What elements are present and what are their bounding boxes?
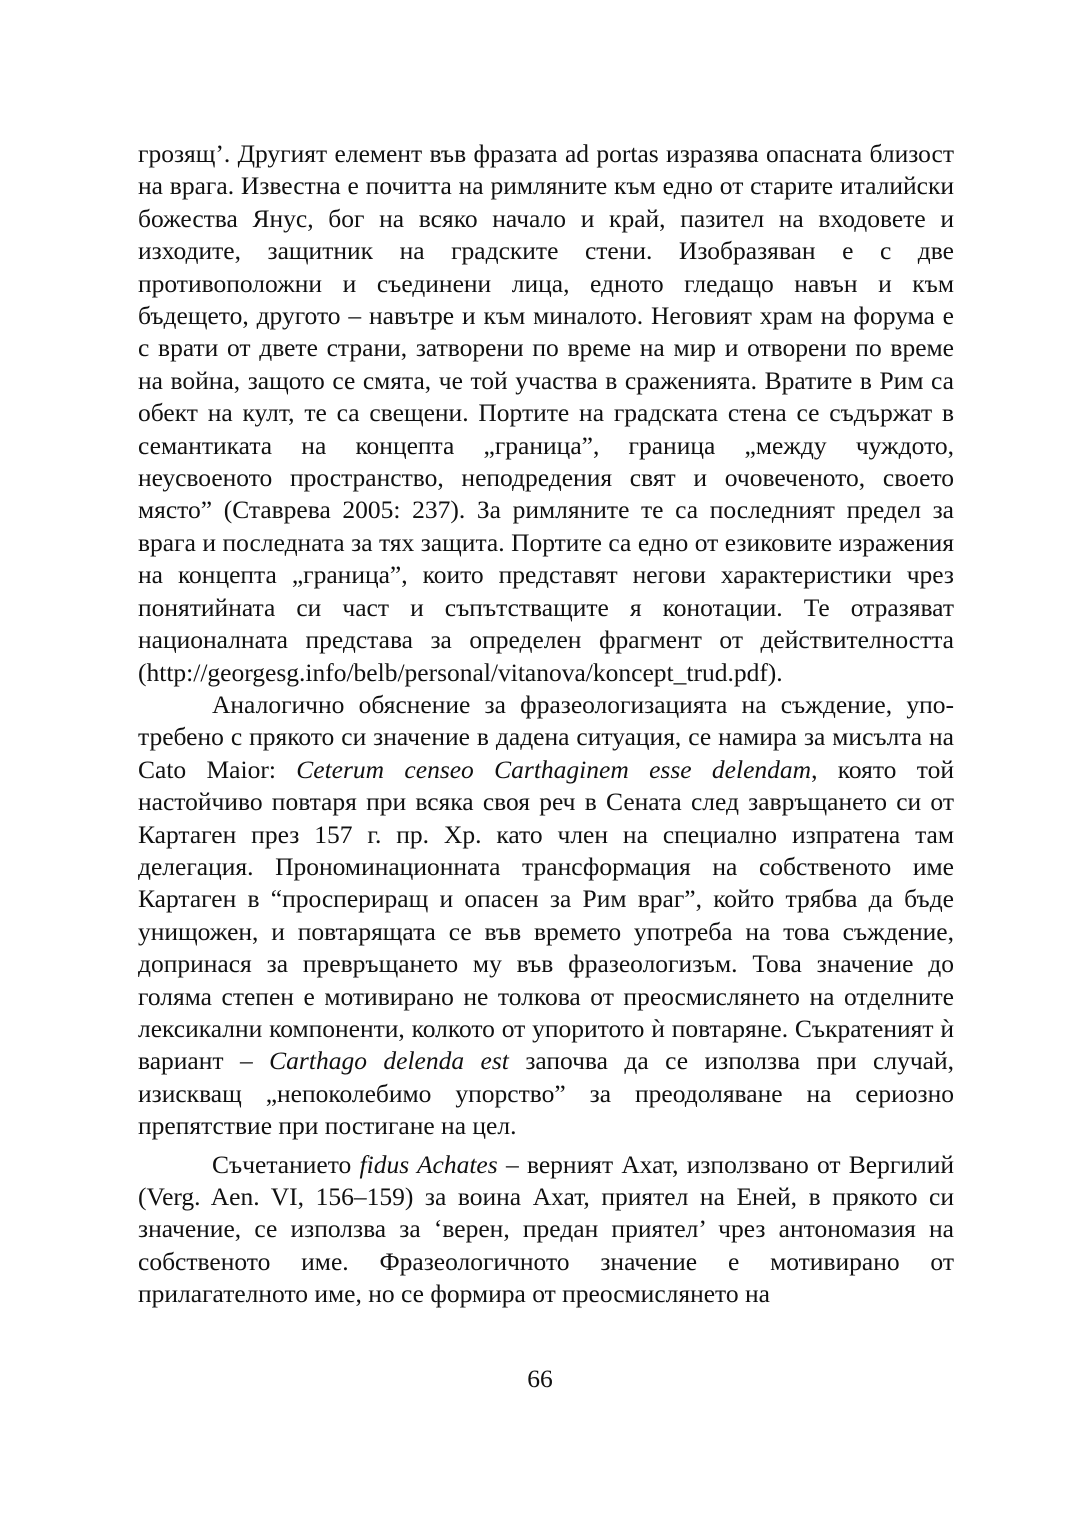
page-number: 66 [527,1364,553,1393]
paragraph-cato [138,689,954,1143]
latin-quote-carthago-delenda: Carthago delenda est [269,1046,509,1076]
paragraph-continuation [138,138,954,689]
paragraph-2-intro: Аналогично обяснение за фразеологизацията на съждение, употребено с прякото си значение в дадена ситуация, се намира за мисълта на Cato Maior: [138,689,954,784]
latin-quote-carthaginem: Ceterum censeo Carthaginem esse delendam [296,754,812,784]
page-footer [0,1364,1080,1404]
paragraph-3-intro: Съчетанието [212,1149,360,1179]
paragraph-2-ending: започва да се използва при случай, изискващ „непоколебимо упорство” за преодоляване на сериозно препятствие при постигане на цел. [138,1046,954,1141]
latin-phrase-fidus-achates: fidus Achates [359,1149,498,1179]
paragraph-2-body: , която той настойчиво повтаря при всяка своя реч в Сената след завръщането си от Картаген през 157 г. пр. Хр. като член на специално изпратена там делегация. Прономинационната трансформация на собственото име Картаген в “проспериращ и опасен за Рим враг”, който трябва да бъде унищожен, и повтарящата се във времето употреба на това съждение, допринася за превръщането му във фразеологизъм. Това значение до голяма степен е мотивирано не толкова от преосмислянето на отделните лексикални компоненти, колкото от упоритото ѝ повтаряне. Съкратеният ѝ вариант – [138,754,954,1076]
paragraph-3-body: – верният Ахат, използвано от Вергилий (Verg. Aen. VI, 156–159) за воина Ахат, приятел на Еней, в прякото си значение, се използва за ‘верен, предан приятел’ чрез антономазия на собственото име. Фразеологичното значение е мотивирано от прилагателното име, но се формира от преосмислянето на [138,1149,954,1309]
paragraph-fidus-achates [138,1149,954,1311]
paragraph-1-text: грозящ’. Другият елемент във фразата ad portas изразява опасната близост на врага. Известна е почитта на римляните към едно от старите италийски божества Янус, бог на всяко начало и край, пазител на входовете и изходите, защитник на градските стени. Изобразяван е с две противоположни и съединени лица, едното гледащо навън и към бъдещето, другото – навътре и към миналото. Неговият храм на форума е с врати от двете страни, затворени по време на мир и отворени по време на война, защото се смята, че той участва в сраженията. Вратите в Рим са обект на култ, те са свещени. Портите на градската стена се съдържат в семантиката на концепта „граница”, граница „между чуждото, неусвоеното пространство, неподредения свят и очовеченото, своето място” (Ставрева 2005: 237). За римляните те са последният предел за врага и последната за тях защита. Портите са едно от езиковите изражения на концепта „граница”, които представят негови характеристики чрез понятийната си част и съпътстващите я конотации. Те отразяват националната представа за определен фрагмент от действителността (http://​georgesg.info/belb/personal/vitanova/koncept_trud.pdf). [138,139,954,687]
body-text [138,138,954,1311]
